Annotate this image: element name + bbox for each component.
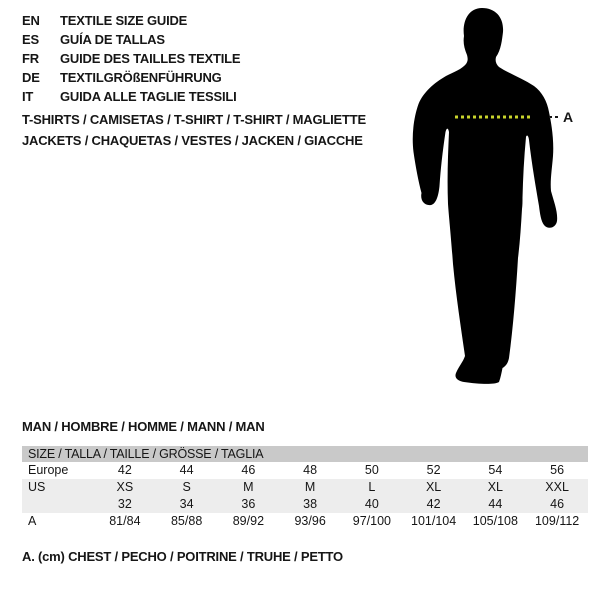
cell: XL	[425, 480, 442, 494]
cell: 109/112	[534, 514, 580, 528]
cell: 81/84	[109, 514, 141, 528]
row-label: US	[28, 480, 46, 494]
cell: 34	[179, 497, 194, 511]
cell: M	[243, 480, 254, 494]
cell: 44	[179, 463, 194, 477]
section-title-man: MAN / HOMBRE / HOMME / MANN / MAN	[22, 419, 265, 434]
cell: 38	[303, 497, 318, 511]
cell: S	[182, 480, 191, 494]
cell: XL	[487, 480, 504, 494]
cell: 44	[488, 497, 503, 511]
cell: 42	[117, 463, 132, 477]
cell: 89/92	[232, 514, 265, 528]
size-table	[22, 446, 588, 530]
footnote-chest: A. (cm) CHEST / PECHO / POITRINE / TRUHE / PETTO	[22, 549, 343, 564]
man-silhouette	[413, 8, 557, 384]
cell: 48	[303, 463, 318, 477]
cell: 105/108	[472, 514, 518, 528]
cell: 56	[550, 463, 565, 477]
measure-label-a: A	[563, 109, 574, 125]
language-label: GUIDA ALLE TAGLIE TESSILI	[60, 89, 237, 104]
cell: 46	[550, 497, 565, 511]
table-row-chest-cm	[22, 513, 588, 530]
cell: 85/88	[170, 514, 203, 528]
cell: 40	[364, 497, 379, 511]
cell: 101/104	[411, 514, 457, 528]
language-code: IT	[22, 89, 34, 104]
cell: 54	[488, 463, 503, 477]
language-code: FR	[22, 51, 39, 66]
cell: 46	[241, 463, 256, 477]
language-code: EN	[22, 13, 40, 28]
cell: 52	[426, 463, 441, 477]
language-label: TEXTILGRÖßENFÜHRUNG	[60, 70, 222, 85]
row-label: A	[28, 514, 37, 528]
category-jackets: JACKETS / CHAQUETAS / VESTES / JACKEN / GIACCHE	[22, 133, 363, 148]
man-silhouette-figure	[398, 6, 576, 396]
cell: M	[304, 480, 316, 494]
cell: XS	[116, 480, 134, 494]
table-row-us-letters	[22, 479, 588, 496]
cell: 50	[364, 463, 379, 477]
row-label: Europe	[28, 463, 69, 477]
table-row-us-numbers	[22, 496, 588, 513]
language-code: DE	[22, 70, 40, 85]
language-label: GUÍA DE TALLAS	[60, 32, 165, 47]
size-table-header: SIZE / TALLA / TAILLE / GRÖSSE / TAGLIA	[22, 446, 588, 462]
cell: 32	[117, 497, 132, 511]
language-label: GUIDE DES TAILLES TEXTILE	[60, 51, 241, 66]
cell: 42	[426, 497, 441, 511]
row-label	[22, 496, 94, 513]
category-lines	[22, 109, 366, 151]
cell: L	[368, 480, 376, 494]
language-list	[22, 11, 240, 106]
category-tshirts: T-SHIRTS / CAMISETAS / T-SHIRT / T-SHIRT / MAGLIETTE	[22, 112, 366, 127]
cell: 36	[241, 497, 256, 511]
table-row-europe	[22, 462, 588, 479]
cell: 97/100	[352, 514, 391, 528]
language-label: TEXTILE SIZE GUIDE	[60, 13, 188, 28]
cell: XXL	[545, 480, 569, 494]
cell: 93/96	[294, 514, 326, 528]
language-code: ES	[22, 32, 39, 47]
